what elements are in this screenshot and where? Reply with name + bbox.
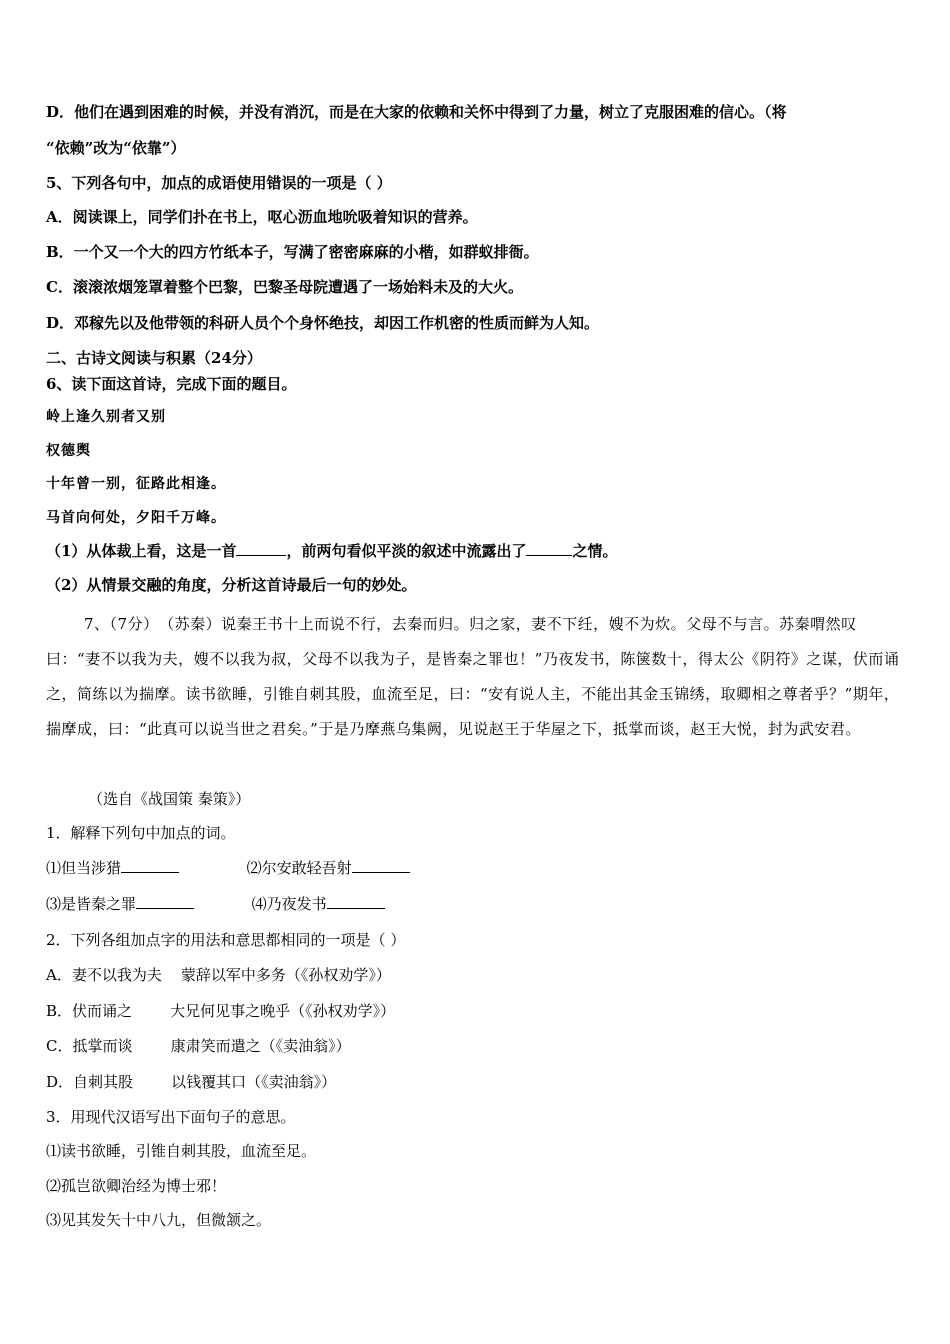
q4-option-d-line1: D．他们在遇到困难的时候，并没有消沉，而是在大家的依赖和关怀中得到了力量，树立了克服困难的信心。（将 (46, 103, 787, 121)
q7-passage: 7、（7分） （苏秦）说秦王书十上而说不行，去秦而归。归之家，妻不下纴，嫂不为炊。父母不与言。苏秦喟然叹曰：“妻不以我为夫，嫂不以我为叔，父母不以我为子，是皆秦之罪也！”乃夜发书，陈箧数十，得太公《阴符》之谋，伏而诵之，简练以为揣摩。读书欲睡，引锥自刺其股，血流至足，曰：“安有说人主，不能出其金玉锦绣，取卿相之尊者乎？”期年，揣摩成，曰：“此真可以说当世之君矣。”于是乃摩燕乌集阙，见说赵王于华屋之下，抵掌而谈，赵王大悦，封为武安君。 (46, 615, 900, 738)
q7-q2-option-b: B．伏而诵之 大兄何见事之晚乎（《孙权劝学》） (46, 1002, 396, 1020)
q6-sub1-part-b: ，前两句看似平淡的叙述中流露出了 (286, 542, 527, 560)
q7-q3-stem: 3．用现代汉语写出下面句子的意思。 (46, 1108, 296, 1126)
section-2-title: 二、古诗文阅读与积累（24分） (46, 349, 262, 367)
q7-q2-option-c: C．抵掌而谈 康肃笑而遣之（《卖油翁》） (46, 1037, 351, 1055)
q5-stem: 5、下列各句中，加点的成语使用错误的一项是（ ） (46, 174, 392, 192)
q6-sub1 (46, 541, 910, 561)
answer-blank-4[interactable] (327, 894, 385, 909)
q7-q1-item4: ⑷乃夜发书 (251, 895, 327, 913)
answer-blank-1[interactable] (121, 858, 179, 873)
q7-q1-item2: ⑵尔安敢轻吾射 (246, 859, 352, 877)
answer-blank-2[interactable] (352, 858, 410, 873)
q7-source: （选自《战国策 秦策》） (88, 790, 251, 808)
answer-blank-emotion[interactable] (526, 541, 572, 556)
answer-blank-genre[interactable] (236, 541, 286, 556)
q7-q3-item1: ⑴读书欲睡，引锥自刺其股，血流至足。 (46, 1142, 317, 1160)
poem-author: 权德舆 (46, 443, 91, 459)
q7-q2-stem: 2．下列各组加点字的用法和意思都相同的一项是（ ） (46, 931, 406, 949)
q7-q1-row2 (46, 894, 910, 914)
q5-option-c: C．滚滚浓烟笼罩着整个巴黎，巴黎圣母院遭遇了一场始料未及的大火。 (46, 278, 523, 296)
q6-sub1-part-c: 之情。 (572, 542, 618, 560)
q4-option-d-line2: “依赖”改为“依靠”） (46, 139, 186, 157)
poem-verse-2: 马首向何处，夕阳千万峰。 (46, 510, 226, 526)
q7-q1-row1 (46, 858, 910, 878)
q5-option-a: A．阅读课上，同学们扑在书上，呕心沥血地吮吸着知识的营养。 (46, 208, 478, 226)
q7-q2-option-a: A．妻不以我为夫 蒙辞以军中多务（《孙权劝学》） (46, 966, 391, 984)
q7-q1-item3: ⑶是皆秦之罪 (46, 895, 137, 913)
q5-option-d: D．邓稼先以及他带领的科研人员个个身怀绝技，却因工作机密的性质而鲜为人知。 (46, 314, 600, 332)
q5-option-b: B．一个又一个大的四方竹纸本子，写满了密密麻麻的小楷，如群蚁排衙。 (46, 243, 539, 261)
q7-q2-option-d: D．自刺其股 以钱覆其口（《卖油翁》） (46, 1073, 337, 1091)
q7-q3-item2: ⑵孤岂欲卿治经为博士邪！ (46, 1177, 227, 1195)
q7-q1-item1: ⑴但当涉猎 (46, 859, 122, 877)
poem-verse-1: 十年曾一别，征路此相逢。 (46, 476, 226, 492)
q7-q1-stem: 1．解释下列句中加点的词。 (46, 824, 236, 842)
q6-sub2: （2）从情景交融的角度，分析这首诗最后一句的妙处。 (46, 576, 417, 594)
q6-sub1-part-a: （1）从体裁上看，这是一首 (46, 542, 237, 560)
q6-stem: 6、读下面这首诗，完成下面的题目。 (46, 375, 297, 393)
poem-title: 岭上逢久别者又别 (46, 409, 166, 425)
answer-blank-3[interactable] (136, 894, 194, 909)
q7-q3-item3: ⑶见其发矢十中八九，但微颔之。 (46, 1211, 272, 1229)
